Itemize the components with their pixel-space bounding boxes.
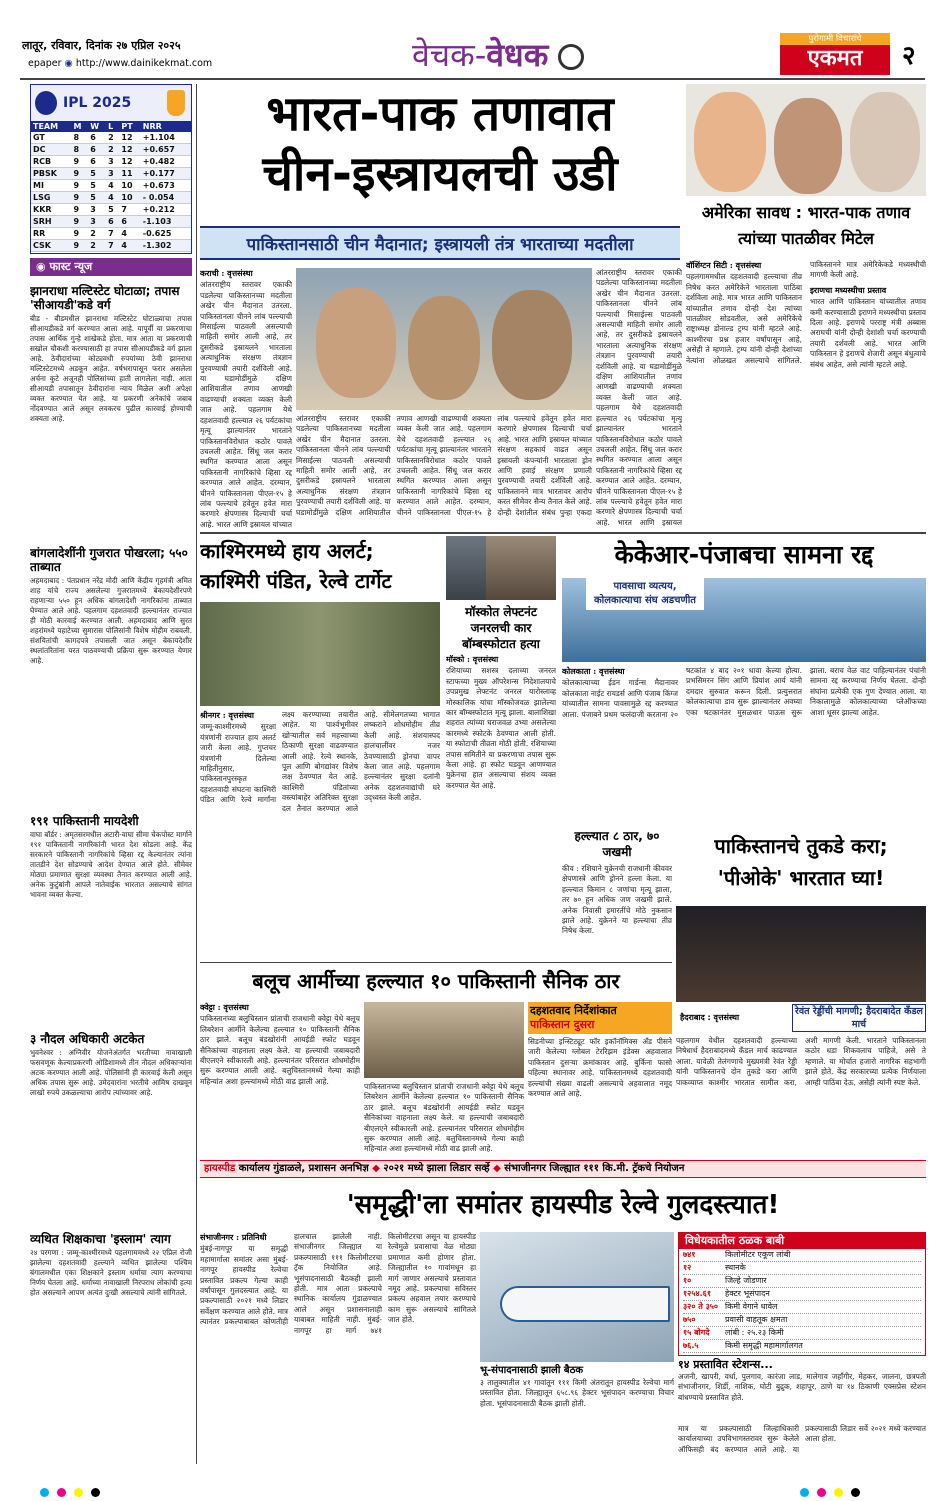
list-item <box>30 1228 192 1458</box>
magnifier-icon <box>558 44 584 70</box>
leader-portrait <box>492 290 572 400</box>
table-cell: 4 <box>106 192 119 204</box>
kkr-text: कोलकात्याच्या ईडन गार्डन्स मैदानावर कोलकाता नाईट रायडर्स आणि पंजाब किंग्ज यांच्यातील सामना पावसामुळे रद्द करण्यात आला. पंजाबने प्रथम फलंदाजी करताना २० षटकांत ४ बाद २०१ धावा केल्या होत्या. प्रभसिमरन सिंग आणि प्रियांश आर्य यांनी दमदार सुरुवात करून दिली. प्रत्युत्तरात कोलकात्याचा डाव सुरू झाल्यानंतर अवघ्या एका षटकानंतर मुसळधार पाऊस सुरू झाला. बराच वेळ वाट पाहिल्यानंतर पंचांनी सामना रद्द करण्याचा निर्णय घेतला. दोन्ही संघांना प्रत्येकी एक गुण देण्यात आला. या निकालामुळे कोलकात्याच्या प्लेऑफच्या आशा धूसर झाल्या आहेत. <box>562 666 926 719</box>
kashmir-headline: काश्मिरमध्ये हाय अलर्ट; काश्मिरी पंडित, रेल्वे टार्गेट <box>200 539 392 593</box>
moscow-body <box>446 654 556 958</box>
kkr-body <box>562 666 926 826</box>
table-cell: 3 <box>106 156 119 168</box>
list-item-label: हेक्टर भूसंपादन <box>725 1289 770 1298</box>
table-row <box>31 204 191 216</box>
lead-body: आंतरराष्ट्रीय स्तरावर एकाकी पडलेल्या पाकिस्तानच्या मदतीला अखेर चीन मैदानात उतरला. पाकिस्तानला चीनने लांब पल्ल्याची मिसाईल्स पाठवली असल्याची माहिती समोर आली आहे, तर दुसरीकडे इस्रायलने भारताला अत्याधुनिक संरक्षण तंत्रज्ञान पुरवण्याची तयारी दर्शविली आहे. या घडामोडींमुळे दक्षिण आशियातील तणाव आणखी वाढण्याची शक्यता व्यक्त केली जात आहे. पहलगाम येथे दहशतवादी हल्ल्यात २६ पर्यटकांचा मृत्यू झाल्यानंतर भारताने पाकिस्तानविरोधात कठोर पावले उचलली आहेत. सिंधू जल करार स्थगित करण्यात आला असून पाकिस्तानी नागरिकांचे व्हिसा रद्द करण्यात आले आहेत. दरम्यान, चीनने पाकिस्तानला पीएल-१५ हे लांब पल्ल्याचे हवेतून हवेत मारा करणारे क्षेपणास्त्र दिल्याची चर्चा आहे. भारत आणि इस्रायल यांच्यात संरक्षण सहकार्य वाढत असून इस्रायली कंपन्यांनी भारताला ड्रोन आणि हवाई संरक्षण प्रणाली पुरवण्याची तयारी दर्शविली आहे. पाकिस्तानने मात्र भारतावर आरोप करत सीमेवर सैन्य तैनात केले आहे. दोन्ही देशांतील संबंध पुन्हा एकदा <box>296 414 592 517</box>
stadium-photo <box>562 578 926 662</box>
table-cell: 7 <box>106 240 119 252</box>
points-table-header: W <box>88 121 106 132</box>
registration-dot <box>91 1488 100 1497</box>
baloch-byline: क्वेट्टा : वृत्तसंस्था <box>200 1002 249 1012</box>
lead-col-1 <box>200 268 292 528</box>
lead-byline: कराची : वृत्तसंस्था <box>200 268 253 278</box>
masthead-rule <box>20 78 925 80</box>
kashmir-byline: श्रीनगर : वृत्तसंस्था <box>200 710 254 720</box>
dateline: लातूर, रविवार, दिनांक २७ एप्रिल २०२५ <box>22 39 181 52</box>
rail-photo-caption: भू-संपादनासाठी झाली बैठक <box>480 1365 584 1376</box>
epaper-label: epaper <box>28 58 62 69</box>
list-item-value: १० <box>683 1276 692 1285</box>
print-registration-marks <box>40 1488 100 1497</box>
pok-headline-line2: 'पीओके' भारतात घ्या! <box>717 866 885 890</box>
table-cell: 11 <box>119 168 140 180</box>
registration-dot <box>800 1488 809 1497</box>
lead-strap: पाकिस्तानसाठी चीन मैदानात; इस्त्रायली तंत्र भारताच्या मदतीला <box>200 226 680 260</box>
leader-portrait <box>850 92 920 192</box>
news-headline: ३ नौदल अधिकारी अटकेत <box>30 1032 145 1046</box>
print-registration-marks <box>800 1488 860 1497</box>
fast-news-label: फास्ट न्यूज <box>49 260 93 273</box>
table-cell: +0.177 <box>141 168 191 180</box>
terror-index-box <box>528 1002 672 1154</box>
table-cell: 2 <box>88 240 106 252</box>
table-cell: +0.212 <box>141 204 191 216</box>
epaper-line[interactable] <box>28 58 212 69</box>
table-cell: LSG <box>31 192 72 204</box>
table-cell: 5 <box>88 192 106 204</box>
pok-caption-row <box>676 1004 926 1034</box>
table-cell: 6 <box>88 132 106 144</box>
list-item-label: लांबी : २५.२३ किमी <box>725 1328 784 1337</box>
list-item <box>30 280 192 542</box>
table-row <box>31 156 191 168</box>
baloch-headline: बलूच आर्मीच्या हल्ल्यात १० पाकिस्तानी सैनिक ठार <box>252 969 620 993</box>
train-shape <box>500 1286 670 1322</box>
ticker-bar <box>200 1160 926 1178</box>
moscow-headline: मॉस्कोत लेफ्टनंट जनरलची कार बॉम्बस्फोटात हत्या <box>462 605 540 651</box>
kashmir-body <box>200 710 440 958</box>
table-cell: RR <box>31 228 72 240</box>
registration-dot <box>74 1488 83 1497</box>
registration-dot <box>851 1488 860 1497</box>
list-item <box>683 1340 921 1353</box>
list-item-value: ७४१ <box>683 1250 696 1259</box>
table-cell: 3 <box>106 168 119 180</box>
news-body: २४ परगणा : जम्मू-काश्मीरमध्ये पहलगाममध्ये २२ एप्रिल रोजी झालेल्या दहशतवादी हल्ल्याने व्यथित झालेल्या पश्चिम बंगालमधील एका शिक्षकाने इस्लाम धर्माचा त्याग करण्याचा निर्णय घेतला आहे. धर्माच्या नावाखाली निरपराध लोकांची हत्या होत असल्याने आपण अत्यंत दुःखी असल्याचे त्यांनी सांगितले. <box>30 1248 192 1297</box>
table-cell: KKR <box>31 204 72 216</box>
table-cell: 9 <box>72 228 89 240</box>
kkr-headline: केकेआर-पंजाबचा सामना रद्द <box>614 540 874 569</box>
america-byline: वॉशिंग्टन सिटी : वृत्तसंस्था <box>686 260 762 270</box>
table-cell: DC <box>31 144 72 156</box>
table-row <box>31 144 191 156</box>
table-cell: 12 <box>119 156 140 168</box>
news-body: बीड - बीडमधील झानराधा मल्टिस्टेट घोटाळ्याचा तपास सीआयडीकडे वर्ग करण्यात आला आहे. यापूर्वी या प्रकरणाचा तपास आर्थिक गुन्हे शाखेकडे होता. मात्र आता या प्रकरणाची सखोल चौकशी करण्यासाठी हा तपास सीआयडीकडे वर्ग झाला आहे. ठेवीदारांच्या कोट्यवधी रुपयांच्या ठेवी झानराधा मल्टिस्टेटमध्ये अडकून आहेत. वर्षभरापासून फरार असलेला अर्चना कुटे अजूनही पोलिसांच्या हाती लागलेला नाही. आता सीआयडी तपासातून ठेवीदारांना न्याय मिळेल अशी अपेक्षा व्यक्त करण्यात येत आहे. या प्रकरणी अनेकांचे जबाब नोंदवण्यात आले असून लवकरच पुढील कारवाई होण्याची शक्यता आहे. <box>30 314 192 423</box>
moscow-byline: मॉस्को : वृत्तसंस्था <box>446 654 499 664</box>
table-cell: 3 <box>88 216 106 228</box>
table-cell: RCB <box>31 156 72 168</box>
table-row <box>31 180 191 192</box>
news-headline: झानराधा मल्टिस्टेट घोटाळा; तपास 'सीआयडी'कडे वर्ग <box>30 284 180 312</box>
ticker-middle: २०२१ मध्ये झाला लिडार सर्व्हे <box>383 1163 490 1174</box>
points-table-header: TEAM <box>31 121 72 132</box>
table-cell: GT <box>31 132 72 144</box>
america-text: पहलगाममधील दहशतवादी हल्ल्याचा तीव्र निषेध करत अमेरिकेने भारताला पाठिंबा दर्शविला आहे. मात्र भारत आणि पाकिस्तान यांच्यातील तणाव दोन्ही देश त्यांच्या पातळीवर सोडवतील, असे अमेरिकेचे राष्ट्राध्यक्ष डोनाल्ड ट्रम्प यांनी म्हटले आहे. काश्मीरचा प्रश्न हजार वर्षांपासून आहे, असेही ते म्हणाले. ट्रम्प यांनी दोन्ही देशांच्या नेत्यांना ओळखत असल्याचे सांगितले. पाकिस्तानने मात्र अमेरिकेकडे मध्यस्थीची मागणी केली आहे. <box>686 260 926 365</box>
registration-dot <box>57 1488 66 1497</box>
baloch-col-1 <box>200 1002 360 1154</box>
world-leaders-photo <box>686 84 926 196</box>
list-item-label: जिल्हे जोडणार <box>725 1276 767 1285</box>
ticker-bullet-icon: ◆ <box>372 1163 380 1174</box>
points-table <box>31 121 191 252</box>
leaders-photo <box>296 268 592 410</box>
table-cell: PBSK <box>31 168 72 180</box>
table-row <box>31 216 191 228</box>
news-headline: बांगलादेशींनी गुजरात पोखरला; ५५० ताब्यात <box>30 546 188 574</box>
lead-headline <box>200 84 680 214</box>
table-cell: 5 <box>88 168 106 180</box>
leader-portrait <box>316 288 396 398</box>
table-cell: 4 <box>106 180 119 192</box>
terror-index-title <box>528 1002 672 1034</box>
brand-name: एकमत <box>807 46 863 71</box>
kashmir-text: जम्मू-काश्मीरमध्ये सुरक्षा यंत्रणांनी राज्यात हाय अलर्ट जारी केला आहे. गुप्तचर यंत्रणांनी दिलेल्या माहितीनुसार, पाकिस्तानपुरस्कृत दहशतवादी संघटना काश्मिरी पंडित आणि रेल्वे मार्गांना लक्ष्य करण्याच्या तयारीत आहेत. या पार्श्वभूमीवर खोऱ्यातील सर्व महत्त्वाच्या ठिकाणी सुरक्षा वाढवण्यात आली आहे. रेल्वे स्थानके, पूल आणि बोगद्यांवर विशेष लक्ष ठेवण्यात येत आहे. काश्मिरी पंडितांच्या वस्त्यांबाहेर अतिरिक्त सुरक्षा दल तैनात करण्यात आले आहे. सीमेलगतच्या भागात लष्कराने शोधमोहीम तीव्र केली आहे. संशयास्पद हालचालींवर नजर ठेवण्यासाठी ड्रोनचा वापर केला जात आहे. पहलगाम हल्ल्यानंतर सुरक्षा दलांनी अनेक दहशतवाद्यांची घरे उद्ध्वस्त केली आहेत. <box>200 710 440 813</box>
stations-title: १४ प्रस्तावित स्टेशन्स... <box>678 1358 773 1371</box>
list-item-value: १२५४.६१ <box>683 1289 711 1298</box>
wreck-photo <box>486 536 556 600</box>
points-table-head <box>31 121 191 132</box>
ipl-header <box>31 85 191 121</box>
list-item-label: स्थानके <box>725 1263 746 1272</box>
table-cell: CSK <box>31 240 72 252</box>
list-item <box>683 1288 921 1301</box>
rail-byline: संभाजीनगर : प्रतिनिधी <box>200 1232 267 1242</box>
table-cell: 9 <box>72 156 89 168</box>
section-title <box>412 35 584 75</box>
list-item <box>683 1262 921 1275</box>
list-item <box>683 1249 921 1262</box>
rail-body <box>200 1232 476 1464</box>
table-row <box>31 240 191 252</box>
list-item-value: १२ <box>683 1263 692 1272</box>
bus-photo <box>364 1002 524 1078</box>
list-item-value: ७५० <box>683 1315 696 1324</box>
table-cell: 8 <box>72 132 89 144</box>
registration-dot <box>40 1488 49 1497</box>
table-cell: SRH <box>31 216 72 228</box>
table-cell: 10 <box>119 180 140 192</box>
list-item <box>683 1301 921 1314</box>
table-cell: -1.302 <box>141 240 191 252</box>
site-url[interactable]: http://www.dainikekmat.com <box>75 58 213 69</box>
table-cell: 6 <box>106 216 119 228</box>
section-rule <box>200 532 926 534</box>
leader-portrait <box>408 296 480 400</box>
table-cell: 8 <box>72 144 89 156</box>
lead-headline-line1: भारत-पाक तणावात <box>266 86 614 142</box>
leader-portrait <box>694 92 766 192</box>
terror-index-title-2: पाकिस्तान दुसरा <box>530 1018 595 1031</box>
fast-news-header <box>30 258 192 276</box>
table-row <box>31 132 191 144</box>
points-table-header: L <box>106 121 119 132</box>
iran-subhead: इराणचा मध्यस्थीचा प्रस्ताव <box>810 284 887 295</box>
sidebar-divider <box>196 84 197 1464</box>
table-cell: 7 <box>106 228 119 240</box>
table-cell: 9 <box>72 204 89 216</box>
table-cell: 3 <box>88 204 106 216</box>
bill-highlights-title: विधेयकातील ठळक बाबी <box>679 1233 925 1249</box>
table-cell: 5 <box>88 180 106 192</box>
list-item-value: ७६.५ <box>683 1341 699 1350</box>
stations-box <box>678 1358 926 1422</box>
table-cell: 6 <box>119 216 140 228</box>
ticker-label: हायस्पीड <box>204 1163 236 1174</box>
trophy-icon <box>167 90 185 116</box>
table-cell: 5 <box>106 204 119 216</box>
rail-photo-caption-box <box>480 1364 674 1464</box>
ticker-text: कार्यालय गुंडाळले, प्रशासन अनभिज्ञ <box>238 1163 369 1174</box>
pok-byline: हैदराबाद : वृत्तसंस्था <box>680 1013 740 1022</box>
list-item-label: किलोमीटर एकूण लांबी <box>725 1250 791 1259</box>
list-item <box>30 810 192 1028</box>
table-cell: 10 <box>119 192 140 204</box>
table-cell: 9 <box>72 168 89 180</box>
terror-index-body: सिडनीच्या इन्स्टिट्यूट फॉर इकॉनॉमिक्स अँड पीसने जारी केलेल्या ग्लोबल टेररिझम इंडेक्स अहवालात पाकिस्तान दुसऱ्या क्रमांकावर आहे. बुर्किना फासो पहिल्या स्थानावर आहे. पाकिस्तानमध्ये दहशतवादी हल्ल्यांची संख्या वाढली असल्याचे अहवालात नमूद करण्यात आले आहे. <box>528 1037 672 1099</box>
list-item-value: १५ बोगदे <box>683 1328 710 1337</box>
leader-portrait <box>774 98 842 194</box>
table-cell: 12 <box>119 144 140 156</box>
lead-col-2 <box>296 414 592 528</box>
table-cell: 6 <box>88 144 106 156</box>
list-item <box>683 1327 921 1340</box>
table-cell: 2 <box>106 132 119 144</box>
section-rule <box>200 962 672 963</box>
news-body: अहमदाबाद : पंतप्रधान नरेंद्र मोदी आणि केंद्रीय गृहमंत्री अमित शाह यांचे राज्य असलेल्या गुजरातमध्ये बेकायदेशीरपणे राहणाऱ्या ५५० हून अधिक बांगलादेशी नागरिकांना ताब्यात घेण्यात आले आहे. पहलगाम दहशतवादी हल्ल्यानंतर राज्यात ही मोठी कारवाई करण्यात आली. अहमदाबाद आणि सुरत शहरांमध्ये पहाटेच्या सुमारास पोलिसांनी विशेष मोहीम राबवली. संशयितांची कागदपत्रे तपासली जात असून बेकायदेशीर स्थलांतरितांना परत पाठवण्याची प्रक्रिया सुरू करण्यात येणार आहे. <box>30 576 192 665</box>
iran-text: भारत आणि पाकिस्तान यांच्यातील तणाव कमी करण्यासाठी इराणने मध्यस्थीचा प्रस्ताव दिला आहे. इराणचे परराष्ट्र मंत्री अब्बास अराघची यांनी दोन्ही देशांशी चर्चा करण्याची तयारी दर्शवली आहे. भारत आणि पाकिस्तान हे इराणचे शेजारी असून बंधुत्वाचे संबंध आहेत, असे त्यांनी म्हटले आहे. <box>810 297 926 369</box>
list-item-label: किमी वेगाने धावेल <box>725 1302 778 1311</box>
table-cell: 4 <box>119 240 140 252</box>
table-cell: 9 <box>72 192 89 204</box>
table-row <box>31 192 191 204</box>
table-cell: MI <box>31 180 72 192</box>
terror-index-title-1: दहशतवाद निर्देशांकात <box>530 1004 617 1017</box>
list-item-value: ३२० ते ३५० <box>683 1302 719 1311</box>
table-cell: 9 <box>72 216 89 228</box>
table-cell: 7 <box>119 204 140 216</box>
rail-headline: 'समृद्धी'ला समांतर हायस्पीड रेल्वे गुलदस्त्यात! <box>346 1190 780 1220</box>
table-row <box>31 228 191 240</box>
registration-dot <box>817 1488 826 1497</box>
table-cell: +1.104 <box>141 132 191 144</box>
table-cell: +0.657 <box>141 144 191 156</box>
table-cell: -0.625 <box>141 228 191 240</box>
table-cell: - 0.054 <box>141 192 191 204</box>
ipl-title: IPL 2025 <box>63 95 132 111</box>
table-cell: 6 <box>88 156 106 168</box>
list-item <box>683 1314 921 1327</box>
rail-text: मुंबई-नागपूर या समृद्धी महामार्गाला समांतर असा मुंबई-नागपूर हायस्पीड रेल्वेचा प्रस्तावित प्रकल्प गेल्या काही वर्षांपासून गुलदस्त्यात आहे. या प्रकल्पासाठी २०२१ मध्ये लिडार सर्वेक्षण करण्यात आले होते. मात्र त्यानंतर प्रकल्पाबाबत कोणतीही हालचाल झालेली नाही. संभाजीनगर जिल्ह्यात या प्रकल्पासाठी १११ किलोमीटरचा ट्रॅक नियोजित आहे. भूसंपादनासाठी बैठकही झाली होती. मात्र आता प्रकल्पाचे स्थानिक कार्यालय गुंडाळण्यात आले असून प्रशासनालाही याबाबत माहिती नाही. मुंबई-नागपूर हा मार्ग ७४१ किलोमीटरचा असून या हायस्पीड रेल्वेमुळे प्रवासाचा वेळ मोठ्या प्रमाणात कमी होणार होता. जिल्ह्यातील १० गावांमधून हा मार्ग जाणार असल्याचे प्रस्तावात नमूद आहे. प्रकल्पाचा सविस्तर प्रकल्प अहवाल तयार करण्याचे काम सुरू असल्याचे सांगितले जात होते. <box>200 1232 476 1335</box>
masthead <box>0 0 945 78</box>
ticker-right: संभाजीनगर जिल्ह्यात १११ कि.मी. ट्रॅकचे नियोजन <box>504 1163 685 1174</box>
pok-photo-caption: रेवंत रेड्डींची मागणी; हैदराबादेत कँडल मार्च <box>792 1004 926 1032</box>
fast-news-column <box>30 280 192 1462</box>
train-photo <box>480 1232 674 1362</box>
page-number: २ <box>902 41 916 71</box>
section-title-b: वेधक <box>486 36 549 74</box>
kashmir-photo <box>200 602 440 706</box>
table-cell: 2 <box>106 144 119 156</box>
ipl-logo-icon <box>35 91 57 115</box>
lead-body: आंतरराष्ट्रीय स्तरावर एकाकी पडलेल्या पाकिस्तानच्या मदतीला अखेर चीन मैदानात उतरला. पाकिस्तानला चीनने लांब पल्ल्याची मिसाईल्स पाठवली असल्याची माहिती समोर आली आहे, तर दुसरीकडे इस्रायलने भारताला अत्याधुनिक संरक्षण तंत्रज्ञान पुरवण्याची तयारी दर्शविली आहे. या घडामोडींमुळे दक्षिण आशियातील तणाव आणखी वाढण्याची शक्यता व्यक्त केली जात आहे. पहलगाम येथे दहशतवादी हल्ल्यात २६ पर्यटकांचा मृत्यू झाल्यानंतर भारताने पाकिस्तानविरोधात कठोर पावले उचलली आहेत. सिंधू जल करार स्थगित करण्यात आला असून पाकिस्तानी नागरिकांचे व्हिसा रद्द करण्यात आले आहेत. दरम्यान, चीनने पाकिस्तानला पीएल-१५ हे लांब पल्ल्याचे हवेतून हवेत मारा करणारे क्षेपणास्त्र दिल्याची चर्चा आहे. भारत आणि इस्रायल यांच्यात <box>200 280 292 528</box>
candle-march-photo <box>676 906 926 1002</box>
list-item-label: प्रवासी वाहतूक क्षमता <box>725 1315 788 1324</box>
table-cell: +0.673 <box>141 180 191 192</box>
baloch-col-2: पाकिस्तानच्या बलुचिस्तान प्रांताची राजधानी क्वेट्टा येथे बलूच लिबरेशन आर्मीने केलेल्या हल्ल्यात १० पाकिस्तानी सैनिक ठार झाले. बलूच बंडखोरांनी आयईडी स्फोट घडवून सैनिकांच्या वाहनाला लक्ष्य केले. या हल्ल्याची जबाबदारी बीएलएने स्वीकारली आहे. हल्ल्यानंतर परिसरात शोधमोहीम सुरू करण्यात आली आहे. बलुचिस्तानमध्ये गेल्या काही महिन्यांत अशा हल्ल्यांमध्ये मोठी वाढ झाली आहे. <box>364 1082 524 1154</box>
table-cell: 9 <box>72 180 89 192</box>
kkr-byline: कोलकाता : वृत्तसंस्था <box>562 666 625 676</box>
list-item <box>30 542 192 810</box>
points-table-header: PT <box>119 121 140 132</box>
globe-icon: ◉ <box>64 58 73 69</box>
news-headline: १९१ पाकिस्तानी मायदेशी <box>30 814 139 828</box>
pok-body: पहलगाम येथील दहशतवादी हल्ल्याच्या निषेधार्थ हैदराबादमध्ये कँडल मार्च काढण्यात आला. यावेळी तेलंगणाचे मुख्यमंत्री रेवंत रेड्डी यांनी पाकिस्तानचे दोन तुकडे करा आणि पाकव्याप्त काश्मीर भारतात सामील करा, अशी मागणी केली. भारताने पाकिस्तानला कठोर धडा शिकवलाच पाहिजे, असे ते म्हणाले. या मोर्चात हजारो नागरिक सहभागी झाले होते. केंद्र सरकारच्या प्रत्येक निर्णयाला आम्ही पाठिंबा देऊ, असेही त्यांनी स्पष्ट केले. <box>676 1036 926 1087</box>
table-cell: 2 <box>88 228 106 240</box>
table-cell: 12 <box>119 132 140 144</box>
rail-photo-body: ३ तालुक्यातील ४१ गावांतून १११ किमी अंतरातून हायस्पीड रेल्वेचा मार्ग प्रस्तावित होता. जिल्ह्यातून ६५८.९६ हेक्टर भूसंपादन करण्याचा विचार होता. भूसंपादनासाठी बैठक झाली होती. <box>480 1378 674 1408</box>
news-headline: व्यथित शिक्षकाचा 'इस्लाम' त्याग <box>30 1232 171 1246</box>
section-title-a: वेचक- <box>412 36 487 74</box>
points-table-header: NRR <box>141 121 191 132</box>
registration-dot <box>834 1488 843 1497</box>
news-body: वाघा बॉर्डर : अमृतसरमधील अटारी-वाघा सीमा चेकपोस्ट मार्गाने १९१ पाकिस्तानी नागरिकांनी भारत देश सोडला आहे. केंद्र सरकारने पाकिस्तानी नागरिकांचे व्हिसा रद्द केल्यानंतर त्यांना तातडीने देश सोडण्याचे आदेश देण्यात आले होते. सीमेवर मोठ्या प्रमाणात सुरक्षा व्यवस्था तैनात करण्यात आली आहे. अनेक कुटुंबांनी आपले नातेवाईक भारतात असल्याचे सांगत भावना व्यक्त केल्या. <box>30 830 192 899</box>
moscow-text: रशियाच्या सशस्त्र दलाच्या जनरल स्टाफच्या मुख्य ऑपरेशन्स निदेशालयाचे उपप्रमुख लेफ्टनंट जनरल यारोस्लाव्ह मोस्कालिक यांचा मॉस्कोजवळ झालेल्या कार बॉम्बस्फोटात मृत्यू झाला. बालाशिखा शहरात त्यांच्या घराजवळ उभ्या असलेल्या कारमध्ये स्फोटके ठेवण्यात आली होती. या स्फोटाची तीव्रता मोठी होती. रशियाच्या तपास समितीने या प्रकरणाचा तपास सुरू केला आहे. हा स्फोट घडवून आणण्यात युक्रेनचा हात असल्याचा संशय व्यक्त करण्यात येत आहे. <box>446 666 556 790</box>
photo-caption: पावसाचा व्यत्यय, कोलकात्याचा संघ अडचणीत <box>586 578 704 610</box>
bill-list <box>679 1249 925 1353</box>
lead-headline-line2: चीन-इस्त्रायलची उडी <box>262 146 618 202</box>
list-item-label: किमी समृद्धी महामार्गालगत <box>725 1341 803 1350</box>
brand-tagline: पुरोगामी विचारांचे <box>780 33 890 45</box>
stations-text: अजनी, खापरी, वर्धा, पुलगाव, कारंजा लाड, मालेगाव जहाँगीर, मेहकर, जालना, छत्रपती संभाजीनगर, शिर्डी, नाशिक, घोटी बुद्रुक, शहापूर, ठाणे या १४ ठिकाणी एक्सप्रेस स्टेशन बांधण्याचे प्रस्तावित होते. <box>678 1372 926 1402</box>
ticker-bullet-icon: ◆ <box>493 1163 501 1174</box>
table-cell: 4 <box>119 228 140 240</box>
baloch-text: पाकिस्तानच्या बलुचिस्तान प्रांताची राजधानी क्वेट्टा येथे बलूच लिबरेशन आर्मीने केलेल्या हल्ल्यात १० पाकिस्तानी सैनिक ठार झाले. बलूच बंडखोरांनी आयईडी स्फोट घडवून सैनिकांच्या वाहनाला लक्ष्य केले. या हल्ल्याची जबाबदारी बीएलएने स्वीकारली आहे. हल्ल्यानंतर परिसरात शोधमोहीम सुरू करण्यात आली आहे. बलुचिस्तानमध्ये गेल्या काही महिन्यांत अशा हल्ल्यांमध्ये मोठी वाढ झाली आहे. <box>200 1014 360 1086</box>
lead-col-3 <box>596 268 682 528</box>
bill-highlights-box <box>678 1232 926 1356</box>
points-table-header: M <box>72 121 89 132</box>
list-item <box>683 1275 921 1288</box>
arrow-icon: ◉ <box>36 260 46 273</box>
blast-body: कीव : रशियाने युक्रेनची राजधानी कीववर क्षेपणास्त्रे आणि ड्रोनने हल्ला केला. या हल्ल्यात किमान ८ जणांचा मृत्यू झाला, तर ७० हून अधिक जण जखमी झाले. अनेक निवासी इमारतींचे मोठे नुकसान झाले आहे. युक्रेनने या हल्ल्याचा तीव्र निषेध केला. <box>562 864 672 936</box>
pok-headline-line1: पाकिस्तानचे तुकडे करा; <box>714 834 888 858</box>
blast-headline: हल्ल्यात ८ ठार, ७० जखमी <box>574 829 660 859</box>
table-row <box>31 168 191 180</box>
brand-block <box>780 33 890 75</box>
america-body <box>686 260 926 528</box>
lead-body: आंतरराष्ट्रीय स्तरावर एकाकी पडलेल्या पाकिस्तानच्या मदतीला अखेर चीन मैदानात उतरला. पाकिस्तानला चीनने लांब पल्ल्याची मिसाईल्स पाठवली असल्याची माहिती समोर आली आहे, तर दुसरीकडे इस्रायलने भारताला अत्याधुनिक संरक्षण तंत्रज्ञान पुरवण्याची तयारी दर्शविली आहे. या घडामोडींमुळे दक्षिण आशियातील तणाव आणखी वाढण्याची शक्यता व्यक्त केली जात आहे. पहलगाम येथे दहशतवादी हल्ल्यात २६ पर्यटकांचा मृत्यू झाल्यानंतर भारताने पाकिस्तानविरोधात कठोर पावले उचलली आहेत. सिंधू जल करार स्थगित करण्यात आला असून पाकिस्तानी नागरिकांचे व्हिसा रद्द करण्यात आले आहेत. दरम्यान, चीनने पाकिस्तानला पीएल-१५ हे लांब पल्ल्याचे हवेतून हवेत मारा करणारे क्षेपणास्त्र दिल्याची चर्चा आहे. भारत आणि इस्रायल <box>596 268 682 527</box>
table-cell: -1.103 <box>141 216 191 228</box>
america-headline: अमेरिका सावध : भारत-पाक तणाव त्यांच्या पातळीवर मिटेल <box>701 203 911 248</box>
rail-tail: मात्र या प्रकल्पासाठी जिल्हाधिकारी कार्यालयाच्या उपविभागस्तरावर सुरू केलेले ऑफिसही बंद करण्यात आले आहे. या प्रकल्पासाठी लिडार सर्वे २०२१ मध्ये करण्यात आला होता. <box>678 1424 926 1454</box>
table-cell: 9 <box>72 240 89 252</box>
table-cell: +0.482 <box>141 156 191 168</box>
ipl-table-box <box>30 84 192 254</box>
pok-headline <box>676 830 926 902</box>
list-item <box>30 1028 192 1228</box>
news-body: भुवनेश्वर : अग्निवीर योजनेअंतर्गत भरतीच्या नावाखाली फसवणूक केल्याप्रकरणी ओडिशामध्ये तीन नौदल अधिकाऱ्यांना अटक करण्यात आली आहे. पोलिसांनी ही कारवाई केली असून अधिक तपास सुरू आहे. उमेदवारांना भरतीचे आमिष दाखवून लाखो रुपये उकळल्याचा आरोप त्यांच्यावर आहे. <box>30 1048 192 1097</box>
